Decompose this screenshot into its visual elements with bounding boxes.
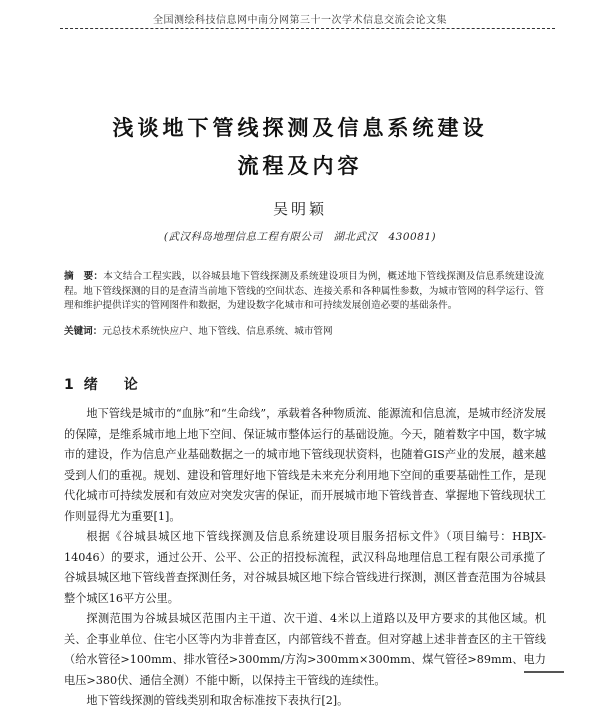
section-title: 绪 论	[83, 377, 144, 393]
running-header: 全国测绘科技信息网中南分网第三十一次学术信息交流会论文集	[153, 15, 447, 26]
section-number: 1	[64, 377, 74, 393]
abstract	[64, 270, 544, 314]
header-rule	[60, 28, 555, 29]
paper-title-line2: 流程及内容	[237, 154, 363, 178]
author-name: 吴明颖	[272, 200, 327, 218]
body-paragraph-2: 根据《谷城县城区地下管线探测及信息系统建设项目服务招标文件》（项目编号：HBJX-14046）的要求，通过公开、公平、公正的招投标流程，武汉科岛地理信息工程有限公司承揽了谷城县城区地下管线普查探测任务，对谷城县城区地下综合管线进行探测，测区普查范围为谷城县整个城区16平方公里。	[64, 530, 546, 605]
body-paragraph-4: 地下管线探测的管线类别和取舍标准按下表执行[2]。	[86, 694, 349, 707]
section-body	[64, 404, 546, 712]
author-affiliation: (武汉科岛地理信息工程有限公司 湖北武汉 430081)	[163, 231, 437, 243]
abstract-label: 摘 要：	[64, 271, 104, 282]
keywords	[64, 325, 544, 339]
keywords-label: 关键词：	[64, 326, 103, 337]
abstract-text: 本文结合工程实践，以谷城县地下管线探测及系统建设项目为例，概述地下管线探测及信息系统建设流程。地下管线探测的目的是查清当前地下管线的空间状态、连接关系和各种属性参数，为城市管网的科学运行、管理和维护提供详实的管网图件和数据，为建设数字化城市和可持续发展创造必要的基础条件。	[64, 271, 545, 311]
body-paragraph-1: 地下管线是城市的“血脉”和“生命线”，承载着各种物质流、能源流和信息流，是城市经济发展的保障，是维系城市地上地下空间、保证城市整体运行的基础设施。今天，随着数字中国，数字城市的建设，作为信息产业基础数据之一的城市地下管线现状资料，也随着GIS产业的发展，越来越受到人们的重视。规划、建设和管理好地下管线是未来充分利用地下空间的重要基础性工作，是现代化城市可持续发展和有效应对突发灾害的保证，而开展城市地下管线普查、掌握地下管线现状工作则显得尤为重要[1]。	[64, 407, 546, 523]
body-paragraph-3: 探测范围为谷城县城区范围内主干道、次干道、4米以上道路以及甲方要求的其他区域。机关、企事业单位、住宅小区等内为非普查区，内部管线不普查。但对穿越上述非普查区的主干管线（给水管径>100mm、排水管径>300mm/方沟>300mm×300mm、煤气管径>89mm、电力电压>380伏、通信全测）不能中断，以保持主干管线的连续性。	[64, 612, 546, 687]
paper-title-line1: 浅谈地下管线探测及信息系统建设	[112, 116, 488, 140]
keywords-text: 元总技术系统快应户、地下管线、信息系统、城市管网	[102, 326, 333, 337]
section-heading	[64, 374, 144, 394]
page-edge-mark	[524, 671, 564, 673]
